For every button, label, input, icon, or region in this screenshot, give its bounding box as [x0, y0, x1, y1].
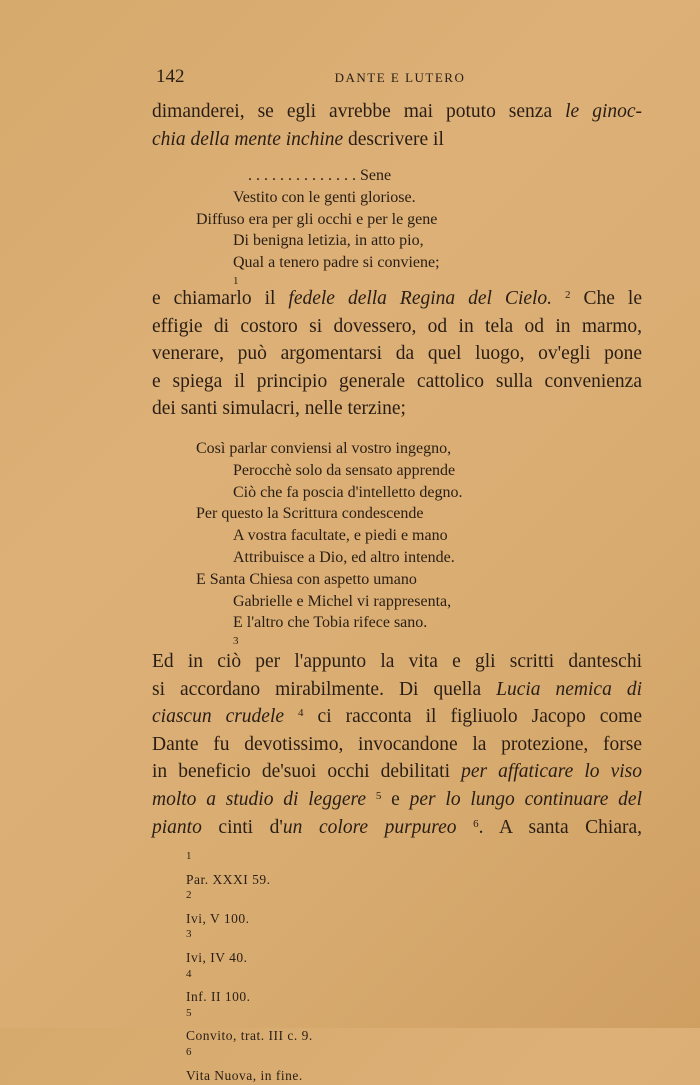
paragraph-3 [152, 648, 642, 841]
verse-line: Diffuso era per gli occhi e per le gene [196, 210, 438, 228]
verse-quote-1 [196, 165, 440, 296]
footnote: $^5$ Convito, trat. III c. 9. [186, 1006, 313, 1044]
footnotes [186, 850, 313, 1085]
footnote-ref: 2 [565, 289, 571, 301]
footnote: $^6$ Vita Nuova, in fine. [186, 1045, 303, 1083]
text-line: e spiega il principio generale cattolico sulla convenienza [152, 370, 642, 392]
verse-line: Per questo la Scrittura condescende [196, 505, 424, 523]
verse-line: Attribuisce a Dio, ed altro intende. [233, 548, 455, 566]
text-line: Dante fu devotissimo, invocandone la protezione, forse [152, 733, 642, 755]
text-line: chia della mente inchine descrivere il [152, 128, 444, 150]
verse-quote-2 [196, 438, 462, 656]
footnote-ref: 1 [233, 274, 239, 287]
footnote: $^3$ Ivi, IV 40. [186, 928, 248, 965]
text-line: si accordano mirabilmente. Di quella Lucia nemica di [152, 678, 643, 700]
text-line: ciascun crudele $^4$ ci racconta il figliuolo Jacopo come [152, 706, 643, 728]
text-line: dei santi simulacri, nelle terzine; [152, 398, 406, 420]
text-line: venerare, può argomentarsi da quel luogo, ov'egli pone [152, 343, 642, 365]
text-line: molto a studio di leggere $^5$ e per lo lungo continuare del [152, 788, 642, 810]
verse-line: Qual a tenero padre si conviene; $^1$ [233, 254, 440, 287]
verse-line: Ciò che fa poscia d'intelletto degno. [233, 483, 463, 501]
footnote-ref: 5 [375, 789, 382, 802]
paragraph-1 [152, 98, 642, 153]
text-line: pianto cinti d'un colore purpureo $^6$. A santa Chiara, [152, 816, 643, 838]
verse-line: E l'altro che Tobia rifece sano. $^3$ [233, 614, 428, 648]
paragraph-2 [152, 285, 642, 423]
verse-line: A vostra facultate, e piedi e mano [233, 527, 448, 545]
running-title: DANTE E LUTERO [334, 70, 466, 85]
footnote: $^4$ Inf. II 100. [186, 967, 251, 1005]
verse-line: . . . . . . . . . . . . . . Sene [248, 167, 392, 184]
verse-line: Così parlar conviensi al vostro ingegno, [196, 440, 452, 457]
verse-line: E Santa Chiesa con aspetto umano [196, 570, 417, 588]
footnote: $^2$ Ivi, V 100. [186, 889, 250, 926]
verse-line: Vestito con le genti gloriose. [233, 188, 416, 206]
footnote-ref: 3 [233, 635, 239, 648]
footnote-ref: 6 [473, 817, 479, 830]
text-line: effigie di costoro si dovessero, od in tela od in marmo, [152, 315, 642, 337]
text-line: Ed in ciò per l'appunto la vita e gli scritti danteschi [152, 651, 642, 672]
verse-line: Perocchè solo da sensato apprende [233, 461, 456, 479]
text-line: dimanderei, se egli avrebbe mai potuto senza le ginoc- [152, 101, 643, 122]
verse-line: Gabrielle e Michel vi rappresenta, [233, 592, 452, 610]
page-number: 142 [156, 66, 185, 87]
footnote: $^1$ Par. XXXI 59. [186, 850, 271, 887]
footnote-ref: 4 [298, 707, 304, 720]
text-line: in beneficio de'suoi occhi debilitati per affaticare lo viso [152, 761, 643, 783]
verse-line: Di benigna letizia, in atto pio, [233, 232, 424, 250]
text-line: e chiamarlo il fedele della Regina del Cielo. $^2$ Che le [152, 288, 642, 309]
page-header [156, 66, 644, 90]
